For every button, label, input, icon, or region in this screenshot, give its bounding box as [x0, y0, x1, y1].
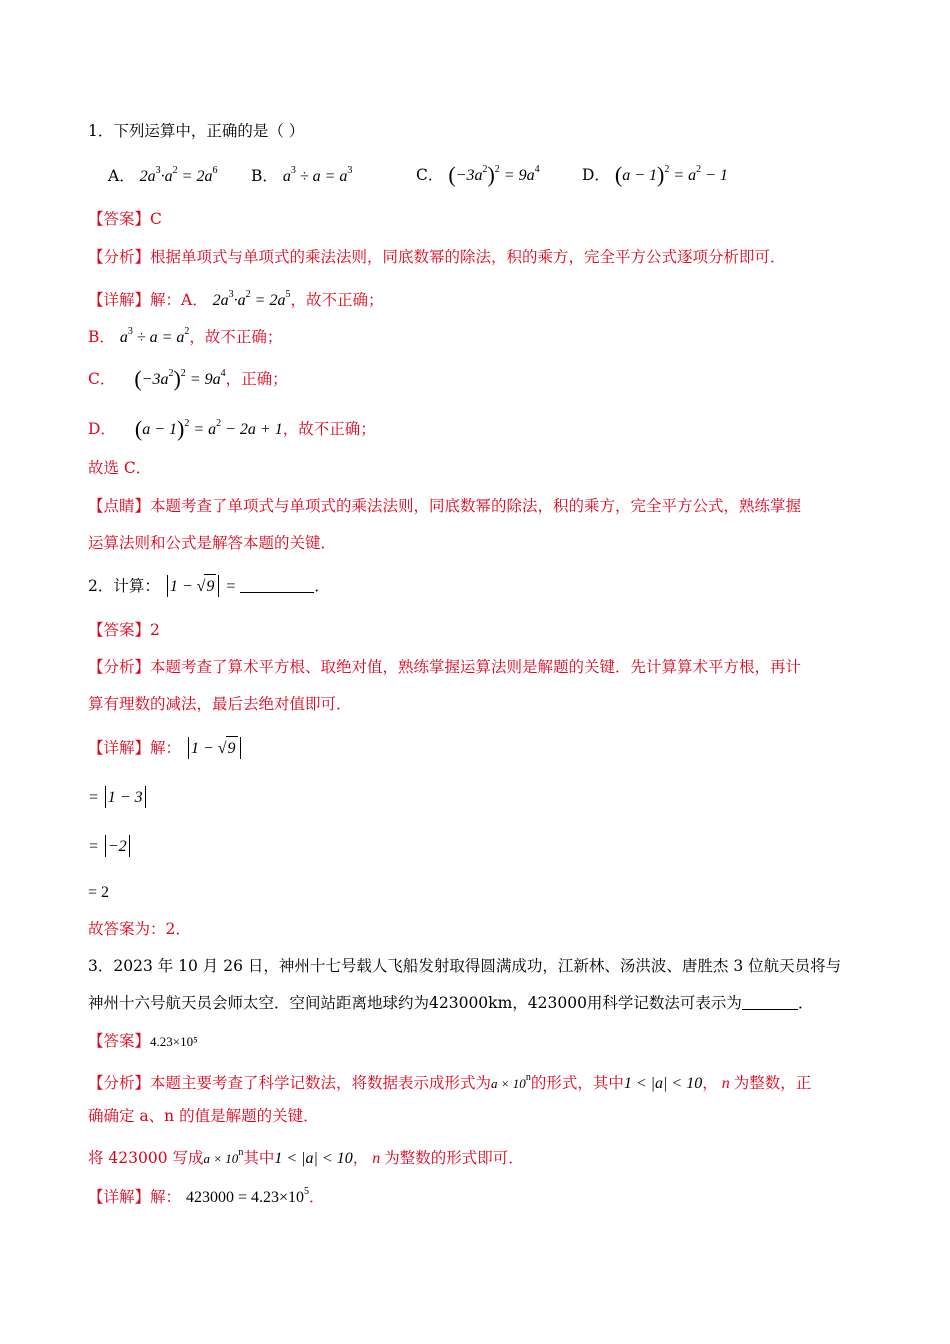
q2-detail-formula: 1 − √9 [186, 740, 243, 757]
q2-step-1: = 1 − 3 [88, 785, 870, 810]
q1-option-a[interactable]: A． $2a^3\cdot a^2 = 2a^6$ [108, 165, 218, 185]
q1-answer: 【答案】C [88, 210, 162, 228]
q1-stem: 1．下列运算中，正确的是（ ） [88, 122, 305, 140]
q1-detail-c-formula: $(-3a^2)^2 = 9a^4$ [134, 366, 226, 391]
q3-stem-line2: 神州十六号航天员会师太空．空间站距离地球约为423000km，423000用科学记数法可表示为 ． [88, 994, 814, 1012]
q3-answer: 【答案】4.23×10⁵ [88, 1032, 198, 1050]
q1-detail-a: 【详解】解：A． $2a^3\cdot a^2 = 2a^5$，故不正确； [88, 289, 384, 309]
q2-step-2: = −2 [88, 834, 870, 859]
q2-step-3: = 2 [88, 884, 110, 901]
q1-comment-cont: 运算法则和公式是解答本题的关键． [88, 534, 337, 552]
q2-stem: 2．计算： 1 − √9 = ． [88, 574, 870, 599]
q2-answer-blank [240, 576, 314, 593]
q1-comment: 【点睛】本题考查了单项式与单项式的乘法法则，同底数幂的除法，积的乘方，完全平方公式，熟练掌握 [88, 497, 802, 515]
q1-option-c[interactable]: C． $(-3a^2)^2 = 9a^4$ [416, 162, 540, 187]
q1-detail-d-formula: $(a - 1)^2 = a^2 - 2a + 1$ [134, 416, 283, 441]
q3-stem-line1: 3．2023 年 10 月 26 日，神州十七号载人飞船发射取得圆满成功，江新林、汤洪波、唐胜杰 3 位航天员将与 [88, 957, 842, 975]
q2-analysis-cont: 算有理数的减法，最后去绝对值即可． [88, 695, 352, 713]
q2-analysis: 【分析】本题考查了算术平方根、取绝对值，熟练掌握运算法则是解题的关键．先计算算术平方根，再计 [88, 658, 802, 676]
q3-step: 将 423000 写成$a \times 10^n$其中1 < |a| < 10， n 为整数的形式即可． [88, 1147, 524, 1167]
q1-option-b[interactable]: B． $a^3 \div a = a^3$ [251, 165, 353, 185]
q3-analysis-cont: 确确定 a、n 的值是解题的关键． [88, 1107, 319, 1125]
q2-stem-formula: 1 − √9 = [165, 578, 240, 595]
q1-detail-b: B． $a^3 \div a = a^2$，故不正确； [88, 326, 283, 346]
q1-option-d-formula: $(a - 1)^2 = a^2 - 1$ [614, 162, 728, 187]
q1-detail-b-formula: $a^3 \div a = a^2$ [119, 326, 190, 346]
q1-option-a-formula: $2a^3\cdot a^2 = 2a^6$ [139, 165, 218, 185]
q3-answer-blank [742, 993, 798, 1010]
q3-detail: 【详解】解： $423000 = 4.23\times 10^5$． [88, 1186, 325, 1206]
q1-detail-c: C． $(-3a^2)^2 = 9a^4$，正确； [88, 366, 288, 391]
q3-analysis: 【分析】本题主要考查了科学记数法，将数据表示成形式为$a \times 10^n$的形式，其中1 < |a| < 10， n 为整数，正 [88, 1072, 812, 1092]
q2-conclusion: 故答案为：2． [88, 920, 191, 938]
q1-option-c-formula: $(-3a^2)^2 = 9a^4$ [448, 162, 540, 187]
q1-option-b-formula: $a^3 \div a = a^3$ [282, 165, 353, 185]
q2-detail: 【详解】解： 1 − √9 [88, 736, 870, 761]
q1-detail-d: D． $(a - 1)^2 = a^2 - 2a + 1$，故不正确； [88, 416, 376, 441]
q1-option-d[interactable]: D． $(a - 1)^2 = a^2 - 1$ [582, 162, 728, 187]
q2-answer: 【答案】2 [88, 621, 160, 639]
q3-detail-formula: $423000 = 4.23\times 10^5$ [185, 1186, 310, 1206]
q1-conclusion: 故选 C． [88, 459, 152, 477]
q1-analysis: 【分析】根据单项式与单项式的乘法法则，同底数幂的除法，积的乘方，完全平方公式逐项分析即可． [88, 248, 786, 266]
q1-detail-a-formula: $2a^3\cdot a^2 = 2a^5$ [212, 289, 291, 309]
